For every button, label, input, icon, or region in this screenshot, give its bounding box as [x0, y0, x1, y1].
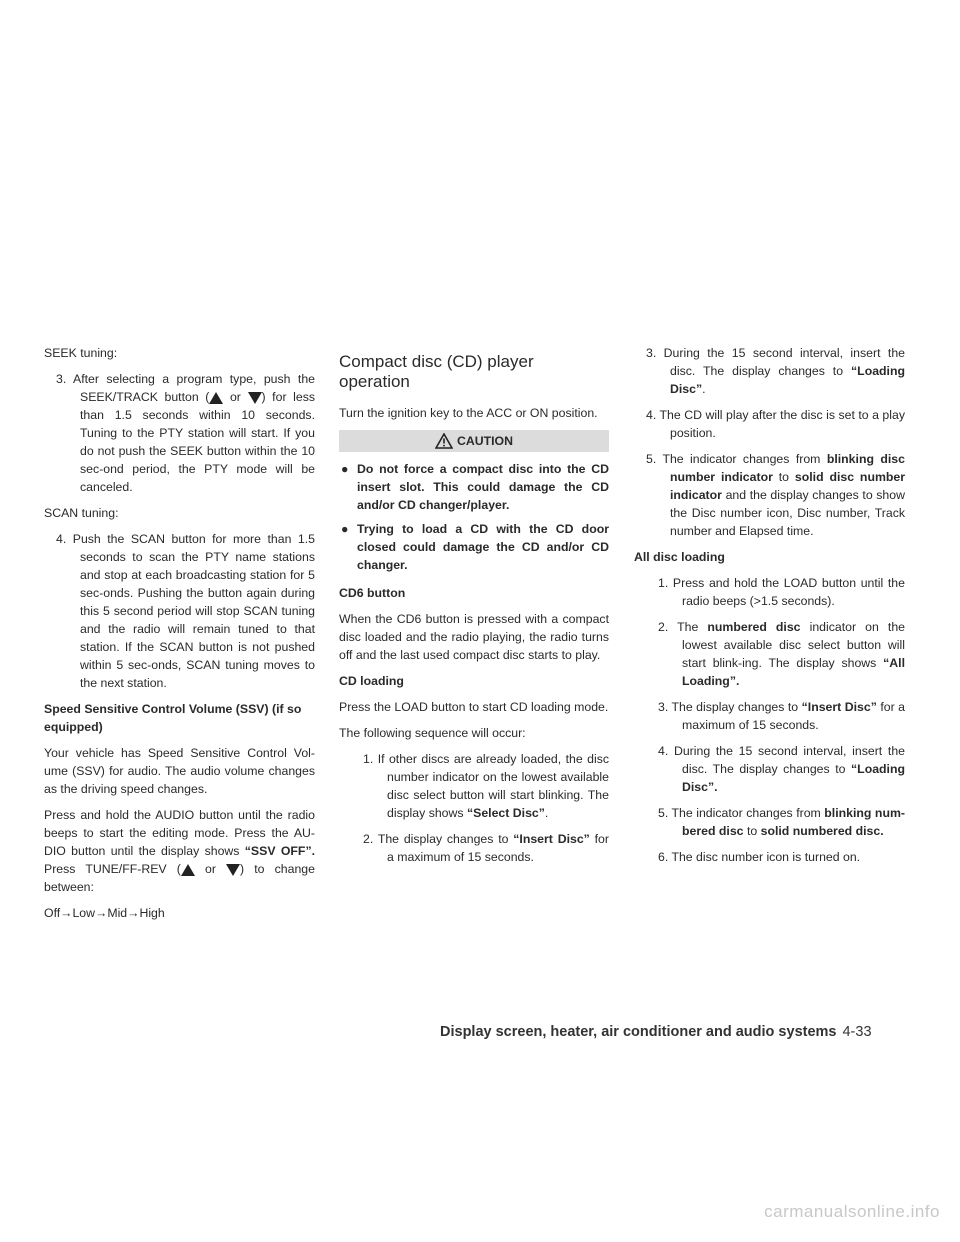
load-step-5: 5. The indicator changes from blinking disc number indicator to solid disc number indicator and the display changes to show the Disc number icon, Disc number, Track number and Elapsed time.: [646, 452, 906, 538]
all-step-5: 5. The indicator changes from blinking num-bered disc to solid numbered disc.: [658, 806, 905, 838]
cd6-heading: CD6 button: [339, 586, 406, 600]
ssv-paragraph-1: Your vehicle has Speed Sensitive Control Vol-ume (SSV) for audio. The audio volume changes as the driving speed changes.: [44, 746, 315, 796]
cd6-text: When the CD6 button is pressed with a compact disc loaded and the radio playing, the radio turns off and the last used compact disc starts to play.: [339, 612, 609, 662]
scan-step-4: 4. Push the SCAN button for more than 1.5 seconds to scan the PTY name stations and stop at each broadcasting station for 5 sec-onds. Pushing the button again during this 5 second period will stop SCAN tuning and the radio will remain tuned to that station. If the SCAN button is not pushed within 5 sec-onds, SCAN tuning moves to the next station.: [56, 532, 315, 690]
footer-section-title: Display screen, heater, air conditioner and audio systems: [440, 1024, 837, 1040]
sequence-intro: The following sequence will occur:: [339, 726, 526, 740]
seek-step-3: 3. After selecting a program type, push the SEEK/TRACK button ( or ) for less than 1.5 seconds within 10 seconds. Tuning to the PTY station will start. If you do not push the SEEK button within the 10 sec-ond period, the PTY mode will be canceled.: [56, 372, 315, 494]
load-step-2: 2. The display changes to “Insert Disc” for a maximum of 15 seconds.: [363, 832, 609, 864]
load-step-1: 1. If other discs are already loaded, the disc number indicator on the lowest available disc select button will start blinking. The display shows “Select Disc”.: [363, 752, 609, 820]
caution-banner: [339, 430, 609, 452]
bullet-dot: ●: [341, 522, 349, 536]
ssv-heading: Speed Sensitive Control Volume (SSV) (if so equipped): [44, 702, 302, 734]
all-step-3: 3. The display changes to “Insert Disc” for a maximum of 15 seconds.: [658, 700, 906, 732]
cd-section-heading: Compact disc (CD) player operation: [339, 352, 534, 391]
all-disc-loading-heading: All disc loading: [634, 550, 725, 564]
page-footer: [440, 1023, 910, 1041]
cd-intro: Turn the ignition key to the ACC or ON position.: [339, 406, 598, 420]
tune-up-arrow-icon: [181, 864, 195, 876]
seek-down-arrow-icon: [248, 392, 262, 404]
load-step-4: 4. The CD will play after the disc is set to a play position.: [646, 408, 905, 440]
ssv-paragraph-2: Press and hold the AUDIO button until the radio beeps to start the editing mode. Press the AU-DIO button until the display shows “SSV OFF”. Press TUNE/FF-REV ( or ) to change between:: [44, 808, 316, 894]
ssv-sequence: Off→Low→Mid→High: [44, 906, 165, 920]
cd-loading-text: Press the LOAD button to start CD loading mode.: [339, 700, 609, 714]
caution-label: CAUTION: [456, 434, 513, 448]
all-step-4: 4. During the 15 second interval, insert the disc. The display changes to “Loading Disc”.: [658, 744, 905, 794]
right-column: [634, 344, 905, 874]
scan-tuning-label: SCAN tuning:: [44, 506, 119, 520]
all-step-2: 2. The numbered disc indicator on the lowest available disc select button will start blink-ing. The display shows “All Loading”.: [658, 620, 905, 688]
left-column: [44, 344, 315, 930]
warning-icon: [435, 433, 453, 449]
caution-bullet-2: ● Trying to load a CD with the CD door closed could damage the CD and/or CD changer.: [341, 522, 609, 572]
seek-tuning-label: SEEK tuning:: [44, 346, 118, 360]
cd-loading-heading: CD loading: [339, 674, 404, 688]
all-step-6: 6. The disc number icon is turned on.: [658, 850, 861, 864]
middle-column: [339, 352, 609, 874]
bullet-dot: ●: [341, 462, 349, 476]
tune-down-arrow-icon: [226, 864, 240, 876]
page-number: 4-33: [842, 1024, 872, 1040]
seek-up-arrow-icon: [209, 392, 223, 404]
all-step-1: 1. Press and hold the LOAD button until the radio beeps (>1.5 seconds).: [658, 576, 905, 608]
load-step-3: 3. During the 15 second interval, insert the disc. The display changes to “Loading Disc”.: [646, 346, 905, 396]
watermark: carmanualsonline.info: [764, 1202, 940, 1221]
caution-bullet-1: ● Do not force a compact disc into the CD insert slot. This could damage the CD and/or CD changer/player.: [341, 462, 609, 512]
